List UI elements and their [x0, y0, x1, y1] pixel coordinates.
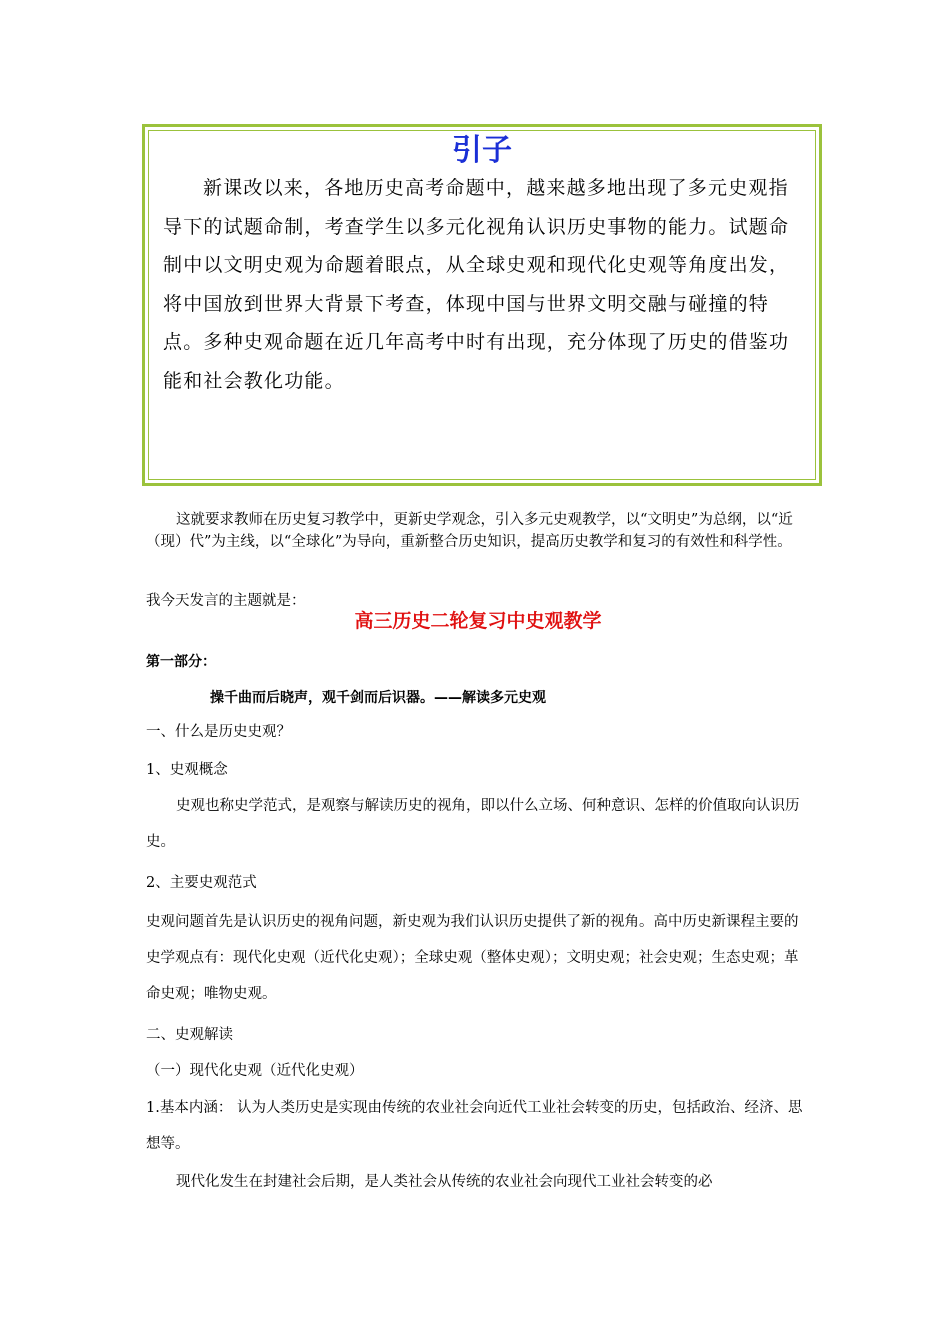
subsection-heading-1-2: 2、主要史观范式: [146, 875, 257, 891]
part-subtitle: 操千曲而后晓声，观千剑而后识器。——解读多元史观: [210, 690, 546, 706]
main-title: 高三历史二轮复习中史观教学: [354, 610, 602, 632]
body-paragraph-1: 这就要求教师在历史复习教学中，更新史学观念，引入多元史观教学，以“文明史”为总纲，以“近（现）代”为主线，以“全球化”为导向，重新整合历史知识，提高历史教学和复习的有效性和科学性。: [146, 512, 793, 550]
part-heading: 第一部分：: [146, 654, 216, 670]
intro-box: [142, 124, 822, 486]
subsection-paragraph-1-1: 史观也称史学范式，是观察与解读历史的视角，即以什么立场、何种意识、怎样的价值取向认识历史。: [146, 798, 800, 850]
subsection-paragraph-2-1: 1.基本内涵： 认为人类历史是实现由传统的农业社会向近代工业社会转变的历史，包括政治、经济、思想等。: [146, 1100, 803, 1152]
subsection-paragraph-2-1b: 现代化发生在封建社会后期，是人类社会从传统的农业社会向现代工业社会转变的必: [176, 1174, 713, 1190]
body-paragraph-2: 我今天发言的主题就是：: [146, 593, 306, 609]
subsection-heading-1-1: 1、史观概念: [146, 762, 228, 778]
section-heading-2: 二、史观解读: [146, 1027, 233, 1043]
subsection-heading-2-1: （一）现代化史观（近代化史观）: [146, 1063, 364, 1079]
intro-paragraph: 新课改以来，各地历史高考命题中，越来越多地出现了多元史观指导下的试题命制，考查学生以多元化视角认识历史事物的能力。试题命制中以文明史观为命题着眼点，从全球史观和现代化史观等角度出发，将中国放到世界大背景下考查，体现中国与世界文明交融与碰撞的特点。多种史观命题在近几年高考中时有出现，充分体现了历史的借鉴功能和社会教化功能。: [163, 177, 790, 392]
intro-title: 引子: [452, 133, 512, 168]
subsection-paragraph-1-2: 史观问题首先是认识历史的视角问题，新史观为我们认识历史提供了新的视角。高中历史新课程主要的史学观点有：现代化史观（近代化史观）；全球史观（整体史观）；文明史观；社会史观；生态史观；革命史观；唯物史观。: [146, 914, 799, 1002]
section-heading-1: 一、什么是历史史观？: [146, 724, 291, 740]
